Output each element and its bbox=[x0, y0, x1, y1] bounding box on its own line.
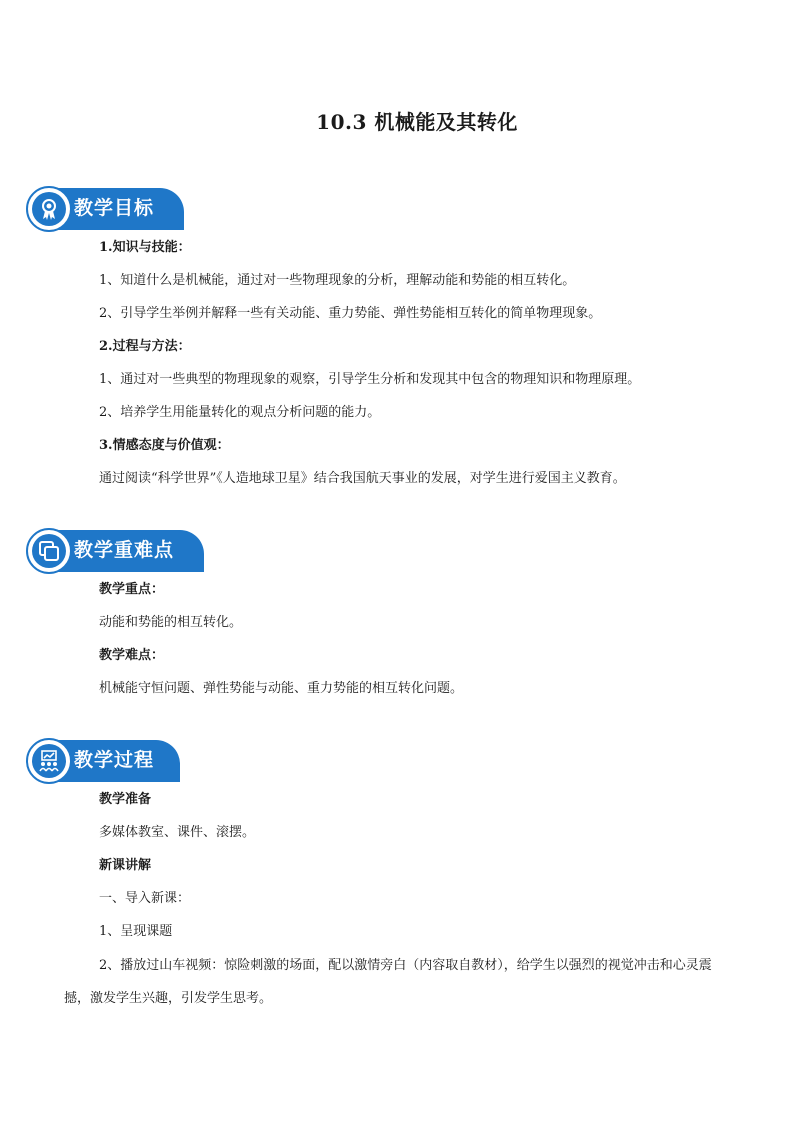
paragraph: 2、播放过山车视频：惊险刺激的场面，配以激情旁白（内容取自教材），给学生以强烈的视觉冲击和心灵震撼，激发学生兴趣，引发学生思考。 bbox=[64, 958, 712, 1006]
list-item: 2、引导学生举例并解释一些有关动能、重力势能、弹性势能相互转化的简单物理现象。 bbox=[99, 306, 602, 321]
list-item: 1、呈现课题 bbox=[99, 924, 173, 939]
subheading: 3.情感态度与价值观： bbox=[99, 438, 230, 453]
list-item: 2、培养学生用能量转化的观点分析问题的能力。 bbox=[99, 405, 381, 420]
list-item: 多媒体教室、课件、滚摆。 bbox=[99, 825, 256, 840]
banner-icon-circle bbox=[26, 186, 72, 232]
section-banner-key-points bbox=[26, 528, 206, 574]
subheading: 教学重点： bbox=[99, 582, 165, 597]
list-item: 1、通过对一些典型的物理现象的观察，引导学生分析和发现其中包含的物理知识和物理原理。 bbox=[99, 372, 641, 387]
section-heading: 教学目标 bbox=[74, 197, 155, 219]
list-item: 一、导入新课： bbox=[99, 891, 191, 906]
page-title: 10.3 机械能及其转化 bbox=[316, 110, 518, 134]
list-item: 动能和势能的相互转化。 bbox=[99, 615, 243, 630]
section-heading: 教学过程 bbox=[74, 749, 155, 771]
subheading: 教学难点： bbox=[99, 648, 165, 663]
section-banner-objectives bbox=[26, 186, 188, 232]
subheading: 新课讲解 bbox=[99, 858, 152, 873]
subheading: 教学准备 bbox=[99, 792, 152, 807]
subheading: 2.过程与方法： bbox=[99, 339, 191, 354]
stacked-pages-icon bbox=[37, 539, 61, 563]
banner-icon-circle bbox=[26, 528, 72, 574]
list-item: 机械能守恒问题、弹性势能与动能、重力势能的相互转化问题。 bbox=[99, 681, 464, 696]
group-chart-icon bbox=[37, 749, 61, 773]
section-heading: 教学重难点 bbox=[74, 539, 175, 561]
banner-icon-circle bbox=[26, 738, 72, 784]
award-ribbon-icon bbox=[37, 197, 61, 221]
section-banner-process bbox=[26, 738, 182, 784]
subheading: 1.知识与技能： bbox=[99, 240, 191, 255]
list-item: 通过阅读“科学世界”《人造地球卫星》结合我国航天事业的发展，对学生进行爱国主义教育。 bbox=[99, 471, 626, 486]
list-item: 1、知道什么是机械能，通过对一些物理现象的分析，理解动能和势能的相互转化。 bbox=[99, 273, 576, 288]
